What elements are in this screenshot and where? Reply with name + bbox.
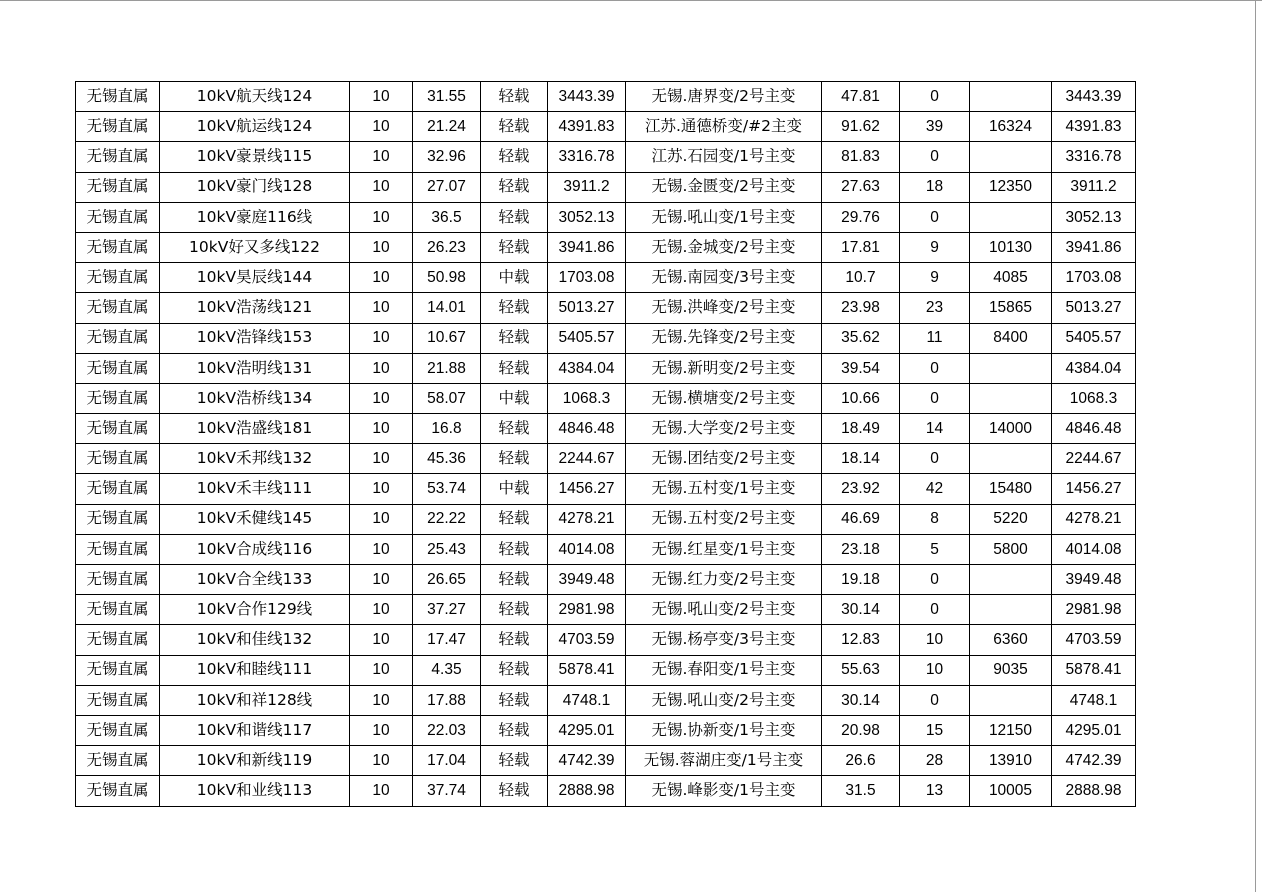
- load-rate-cell: 27.07: [413, 172, 481, 202]
- region-cell: 无锡直属: [76, 595, 160, 625]
- transformer-load-cell: 20.98: [822, 715, 900, 745]
- capacity-margin-cell: 5405.57: [548, 323, 626, 353]
- capacity-cell: 5800: [970, 534, 1052, 564]
- transformer-load-cell: 29.76: [822, 202, 900, 232]
- voltage-cell: 10: [350, 746, 413, 776]
- table-row: [76, 112, 1136, 142]
- line-name-cell: 10kV航天线124: [160, 82, 350, 112]
- count-cell: 39: [900, 112, 970, 142]
- voltage-cell: 10: [350, 595, 413, 625]
- substation-transformer-cell: 无锡.唐界变/2号主变: [626, 82, 822, 112]
- available-capacity-cell: 1456.27: [1052, 474, 1136, 504]
- count-cell: 0: [900, 142, 970, 172]
- capacity-margin-cell: 4278.21: [548, 504, 626, 534]
- line-name-cell: 10kV昊辰线144: [160, 263, 350, 293]
- available-capacity-cell: 3911.2: [1052, 172, 1136, 202]
- substation-transformer-cell: 江苏.通德桥变/#2主变: [626, 112, 822, 142]
- transformer-load-cell: 55.63: [822, 655, 900, 685]
- table-row: [76, 353, 1136, 383]
- transformer-load-cell: 12.83: [822, 625, 900, 655]
- voltage-cell: 10: [350, 172, 413, 202]
- capacity-margin-cell: 4846.48: [548, 414, 626, 444]
- substation-transformer-cell: 无锡.先锋变/2号主变: [626, 323, 822, 353]
- capacity-cell: [970, 685, 1052, 715]
- capacity-margin-cell: 3052.13: [548, 202, 626, 232]
- capacity-cell: 5220: [970, 504, 1052, 534]
- table-row: [76, 595, 1136, 625]
- voltage-cell: 10: [350, 82, 413, 112]
- table-row: [76, 383, 1136, 413]
- region-cell: 无锡直属: [76, 383, 160, 413]
- voltage-cell: 10: [350, 353, 413, 383]
- load-status-cell: 轻载: [481, 444, 548, 474]
- region-cell: 无锡直属: [76, 504, 160, 534]
- available-capacity-cell: 4278.21: [1052, 504, 1136, 534]
- capacity-cell: 6360: [970, 625, 1052, 655]
- table-row: [76, 685, 1136, 715]
- available-capacity-cell: 1703.08: [1052, 263, 1136, 293]
- transformer-load-cell: 10.66: [822, 383, 900, 413]
- line-name-cell: 10kV浩荡线121: [160, 293, 350, 323]
- region-cell: 无锡直属: [76, 263, 160, 293]
- substation-transformer-cell: 无锡.杨亭变/3号主变: [626, 625, 822, 655]
- load-status-cell: 中载: [481, 474, 548, 504]
- available-capacity-cell: 5405.57: [1052, 323, 1136, 353]
- substation-transformer-cell: 无锡.金城变/2号主变: [626, 232, 822, 262]
- region-cell: 无锡直属: [76, 625, 160, 655]
- count-cell: 5: [900, 534, 970, 564]
- load-status-cell: 轻载: [481, 232, 548, 262]
- load-status-cell: 轻载: [481, 746, 548, 776]
- capacity-cell: 4085: [970, 263, 1052, 293]
- count-cell: 10: [900, 655, 970, 685]
- transformer-load-cell: 35.62: [822, 323, 900, 353]
- load-rate-cell: 31.55: [413, 82, 481, 112]
- available-capacity-cell: 3949.48: [1052, 565, 1136, 595]
- count-cell: 13: [900, 776, 970, 806]
- capacity-margin-cell: 4384.04: [548, 353, 626, 383]
- capacity-margin-cell: 3949.48: [548, 565, 626, 595]
- capacity-margin-cell: 3911.2: [548, 172, 626, 202]
- load-status-cell: 轻载: [481, 172, 548, 202]
- voltage-cell: 10: [350, 776, 413, 806]
- count-cell: 0: [900, 202, 970, 232]
- region-cell: 无锡直属: [76, 534, 160, 564]
- substation-transformer-cell: 无锡.吼山变/2号主变: [626, 685, 822, 715]
- transformer-load-cell: 39.54: [822, 353, 900, 383]
- voltage-cell: 10: [350, 655, 413, 685]
- voltage-cell: 10: [350, 565, 413, 595]
- substation-transformer-cell: 无锡.红力变/2号主变: [626, 565, 822, 595]
- line-name-cell: 10kV浩盛线181: [160, 414, 350, 444]
- region-cell: 无锡直属: [76, 353, 160, 383]
- transformer-load-cell: 18.14: [822, 444, 900, 474]
- substation-transformer-cell: 无锡.峰影变/1号主变: [626, 776, 822, 806]
- load-status-cell: 中载: [481, 383, 548, 413]
- capacity-cell: [970, 353, 1052, 383]
- load-rate-cell: 25.43: [413, 534, 481, 564]
- transformer-load-cell: 81.83: [822, 142, 900, 172]
- table-row: [76, 746, 1136, 776]
- table-row: [76, 444, 1136, 474]
- capacity-cell: 8400: [970, 323, 1052, 353]
- voltage-cell: 10: [350, 474, 413, 504]
- capacity-cell: 10130: [970, 232, 1052, 262]
- count-cell: 11: [900, 323, 970, 353]
- load-status-cell: 轻载: [481, 112, 548, 142]
- line-name-cell: 10kV禾健线145: [160, 504, 350, 534]
- table-row: [76, 323, 1136, 353]
- available-capacity-cell: 5013.27: [1052, 293, 1136, 323]
- count-cell: 0: [900, 82, 970, 112]
- table-row: [76, 82, 1136, 112]
- transformer-load-cell: 30.14: [822, 685, 900, 715]
- available-capacity-cell: 4748.1: [1052, 685, 1136, 715]
- capacity-cell: [970, 202, 1052, 232]
- substation-transformer-cell: 无锡.五村变/2号主变: [626, 504, 822, 534]
- table-row: [76, 293, 1136, 323]
- count-cell: 8: [900, 504, 970, 534]
- available-capacity-cell: 2981.98: [1052, 595, 1136, 625]
- load-status-cell: 轻载: [481, 715, 548, 745]
- substation-transformer-cell: 无锡.新明变/2号主变: [626, 353, 822, 383]
- table-row: [76, 625, 1136, 655]
- page-top-border: [0, 0, 1262, 1]
- capacity-cell: [970, 444, 1052, 474]
- load-rate-cell: 17.04: [413, 746, 481, 776]
- transformer-load-cell: 18.49: [822, 414, 900, 444]
- load-rate-cell: 37.74: [413, 776, 481, 806]
- line-name-cell: 10kV和睦线111: [160, 655, 350, 685]
- transformer-load-cell: 19.18: [822, 565, 900, 595]
- load-rate-cell: 22.03: [413, 715, 481, 745]
- substation-transformer-cell: 无锡.红星变/1号主变: [626, 534, 822, 564]
- region-cell: 无锡直属: [76, 293, 160, 323]
- transformer-load-cell: 17.81: [822, 232, 900, 262]
- region-cell: 无锡直属: [76, 444, 160, 474]
- region-cell: 无锡直属: [76, 112, 160, 142]
- substation-transformer-cell: 无锡.吼山变/2号主变: [626, 595, 822, 625]
- load-status-cell: 轻载: [481, 82, 548, 112]
- count-cell: 0: [900, 383, 970, 413]
- voltage-cell: 10: [350, 444, 413, 474]
- substation-transformer-cell: 无锡.南园变/3号主变: [626, 263, 822, 293]
- substation-transformer-cell: 江苏.石园变/1号主变: [626, 142, 822, 172]
- count-cell: 15: [900, 715, 970, 745]
- transformer-load-cell: 47.81: [822, 82, 900, 112]
- voltage-cell: 10: [350, 383, 413, 413]
- capacity-cell: 14000: [970, 414, 1052, 444]
- available-capacity-cell: 3443.39: [1052, 82, 1136, 112]
- load-status-cell: 轻载: [481, 534, 548, 564]
- load-rate-cell: 58.07: [413, 383, 481, 413]
- load-rate-cell: 50.98: [413, 263, 481, 293]
- table-row: [76, 232, 1136, 262]
- line-name-cell: 10kV合全线133: [160, 565, 350, 595]
- load-rate-cell: 21.88: [413, 353, 481, 383]
- region-cell: 无锡直属: [76, 202, 160, 232]
- voltage-cell: 10: [350, 685, 413, 715]
- load-rate-cell: 32.96: [413, 142, 481, 172]
- line-name-cell: 10kV好又多线122: [160, 232, 350, 262]
- line-name-cell: 10kV禾丰线111: [160, 474, 350, 504]
- voltage-cell: 10: [350, 414, 413, 444]
- voltage-cell: 10: [350, 715, 413, 745]
- line-name-cell: 10kV浩桥线134: [160, 383, 350, 413]
- capacity-margin-cell: 2244.67: [548, 444, 626, 474]
- available-capacity-cell: 4384.04: [1052, 353, 1136, 383]
- region-cell: 无锡直属: [76, 746, 160, 776]
- transformer-load-cell: 30.14: [822, 595, 900, 625]
- available-capacity-cell: 1068.3: [1052, 383, 1136, 413]
- load-status-cell: 轻载: [481, 293, 548, 323]
- capacity-margin-cell: 4703.59: [548, 625, 626, 655]
- table-row: [76, 504, 1136, 534]
- table-row: [76, 172, 1136, 202]
- count-cell: 10: [900, 625, 970, 655]
- count-cell: 18: [900, 172, 970, 202]
- voltage-cell: 10: [350, 625, 413, 655]
- load-status-cell: 轻载: [481, 565, 548, 595]
- voltage-cell: 10: [350, 232, 413, 262]
- table-row: [76, 655, 1136, 685]
- capacity-margin-cell: 4014.08: [548, 534, 626, 564]
- line-name-cell: 10kV浩锋线153: [160, 323, 350, 353]
- line-name-cell: 10kV和佳线132: [160, 625, 350, 655]
- load-status-cell: 轻载: [481, 142, 548, 172]
- load-status-cell: 轻载: [481, 685, 548, 715]
- capacity-margin-cell: 4295.01: [548, 715, 626, 745]
- voltage-cell: 10: [350, 534, 413, 564]
- available-capacity-cell: 2244.67: [1052, 444, 1136, 474]
- transformer-load-cell: 46.69: [822, 504, 900, 534]
- count-cell: 0: [900, 685, 970, 715]
- line-name-cell: 10kV和祥128线: [160, 685, 350, 715]
- voltage-cell: 10: [350, 142, 413, 172]
- table-row: [76, 565, 1136, 595]
- transformer-load-cell: 26.6: [822, 746, 900, 776]
- line-name-cell: 10kV航运线124: [160, 112, 350, 142]
- capacity-margin-cell: 4748.1: [548, 685, 626, 715]
- capacity-margin-cell: 2981.98: [548, 595, 626, 625]
- capacity-cell: 15480: [970, 474, 1052, 504]
- load-rate-cell: 21.24: [413, 112, 481, 142]
- count-cell: 0: [900, 444, 970, 474]
- capacity-cell: 12150: [970, 715, 1052, 745]
- load-status-cell: 中载: [481, 263, 548, 293]
- voltage-cell: 10: [350, 504, 413, 534]
- load-status-cell: 轻载: [481, 504, 548, 534]
- substation-transformer-cell: 无锡.蓉湖庄变/1号主变: [626, 746, 822, 776]
- region-cell: 无锡直属: [76, 323, 160, 353]
- available-capacity-cell: 5878.41: [1052, 655, 1136, 685]
- table-row: [76, 534, 1136, 564]
- load-rate-cell: 37.27: [413, 595, 481, 625]
- capacity-margin-cell: 1703.08: [548, 263, 626, 293]
- load-status-cell: 轻载: [481, 353, 548, 383]
- line-name-cell: 10kV禾邦线132: [160, 444, 350, 474]
- available-capacity-cell: 3316.78: [1052, 142, 1136, 172]
- load-rate-cell: 17.47: [413, 625, 481, 655]
- load-rate-cell: 16.8: [413, 414, 481, 444]
- capacity-margin-cell: 1068.3: [548, 383, 626, 413]
- capacity-cell: [970, 383, 1052, 413]
- transformer-load-cell: 23.92: [822, 474, 900, 504]
- capacity-margin-cell: 3941.86: [548, 232, 626, 262]
- count-cell: 9: [900, 263, 970, 293]
- table-row: [76, 776, 1136, 806]
- table-body: [76, 82, 1136, 807]
- load-rate-cell: 45.36: [413, 444, 481, 474]
- region-cell: 无锡直属: [76, 474, 160, 504]
- capacity-margin-cell: 3316.78: [548, 142, 626, 172]
- voltage-cell: 10: [350, 263, 413, 293]
- load-rate-cell: 53.74: [413, 474, 481, 504]
- transformer-load-cell: 23.18: [822, 534, 900, 564]
- substation-transformer-cell: 无锡.洪峰变/2号主变: [626, 293, 822, 323]
- transformer-load-cell: 10.7: [822, 263, 900, 293]
- region-cell: 无锡直属: [76, 715, 160, 745]
- available-capacity-cell: 3052.13: [1052, 202, 1136, 232]
- voltage-cell: 10: [350, 323, 413, 353]
- capacity-margin-cell: 1456.27: [548, 474, 626, 504]
- voltage-cell: 10: [350, 202, 413, 232]
- line-name-cell: 10kV浩明线131: [160, 353, 350, 383]
- capacity-margin-cell: 3443.39: [548, 82, 626, 112]
- substation-transformer-cell: 无锡.协新变/1号主变: [626, 715, 822, 745]
- capacity-margin-cell: 4742.39: [548, 746, 626, 776]
- line-name-cell: 10kV和新线119: [160, 746, 350, 776]
- substation-transformer-cell: 无锡.五村变/1号主变: [626, 474, 822, 504]
- line-name-cell: 10kV豪景线115: [160, 142, 350, 172]
- capacity-margin-cell: 5878.41: [548, 655, 626, 685]
- load-status-cell: 轻载: [481, 323, 548, 353]
- voltage-cell: 10: [350, 293, 413, 323]
- count-cell: 0: [900, 595, 970, 625]
- load-status-cell: 轻载: [481, 625, 548, 655]
- voltage-cell: 10: [350, 112, 413, 142]
- count-cell: 0: [900, 565, 970, 595]
- count-cell: 42: [900, 474, 970, 504]
- table-row: [76, 474, 1136, 504]
- count-cell: 28: [900, 746, 970, 776]
- load-status-cell: 轻载: [481, 202, 548, 232]
- load-rate-cell: 26.65: [413, 565, 481, 595]
- region-cell: 无锡直属: [76, 172, 160, 202]
- capacity-cell: 13910: [970, 746, 1052, 776]
- line-name-cell: 10kV合作129线: [160, 595, 350, 625]
- load-rate-cell: 22.22: [413, 504, 481, 534]
- capacity-cell: [970, 82, 1052, 112]
- count-cell: 23: [900, 293, 970, 323]
- region-cell: 无锡直属: [76, 414, 160, 444]
- region-cell: 无锡直属: [76, 82, 160, 112]
- available-capacity-cell: 4391.83: [1052, 112, 1136, 142]
- region-cell: 无锡直属: [76, 142, 160, 172]
- capacity-margin-cell: 4391.83: [548, 112, 626, 142]
- transformer-load-cell: 91.62: [822, 112, 900, 142]
- substation-transformer-cell: 无锡.春阳变/1号主变: [626, 655, 822, 685]
- substation-transformer-cell: 无锡.大学变/2号主变: [626, 414, 822, 444]
- available-capacity-cell: 2888.98: [1052, 776, 1136, 806]
- available-capacity-cell: 3941.86: [1052, 232, 1136, 262]
- load-status-cell: 轻载: [481, 414, 548, 444]
- available-capacity-cell: 4846.48: [1052, 414, 1136, 444]
- available-capacity-cell: 4014.08: [1052, 534, 1136, 564]
- load-status-cell: 轻载: [481, 776, 548, 806]
- line-name-cell: 10kV合成线116: [160, 534, 350, 564]
- count-cell: 14: [900, 414, 970, 444]
- load-rate-cell: 26.23: [413, 232, 481, 262]
- region-cell: 无锡直属: [76, 776, 160, 806]
- table-row: [76, 414, 1136, 444]
- region-cell: 无锡直属: [76, 685, 160, 715]
- capacity-cell: [970, 142, 1052, 172]
- load-rate-cell: 14.01: [413, 293, 481, 323]
- available-capacity-cell: 4703.59: [1052, 625, 1136, 655]
- region-cell: 无锡直属: [76, 232, 160, 262]
- region-cell: 无锡直属: [76, 655, 160, 685]
- substation-transformer-cell: 无锡.吼山变/1号主变: [626, 202, 822, 232]
- capacity-cell: 10005: [970, 776, 1052, 806]
- transformer-load-cell: 31.5: [822, 776, 900, 806]
- page-right-border: [1255, 0, 1256, 892]
- line-name-cell: 10kV和业线113: [160, 776, 350, 806]
- capacity-margin-cell: 5013.27: [548, 293, 626, 323]
- capacity-cell: 15865: [970, 293, 1052, 323]
- count-cell: 0: [900, 353, 970, 383]
- capacity-cell: 12350: [970, 172, 1052, 202]
- region-cell: 无锡直属: [76, 565, 160, 595]
- load-rate-cell: 36.5: [413, 202, 481, 232]
- table-row: [76, 202, 1136, 232]
- transformer-load-cell: 23.98: [822, 293, 900, 323]
- capacity-cell: 9035: [970, 655, 1052, 685]
- load-status-cell: 轻载: [481, 655, 548, 685]
- load-status-cell: 轻载: [481, 595, 548, 625]
- table-row: [76, 715, 1136, 745]
- capacity-margin-cell: 2888.98: [548, 776, 626, 806]
- count-cell: 9: [900, 232, 970, 262]
- substation-transformer-cell: 无锡.横塘变/2号主变: [626, 383, 822, 413]
- table-row: [76, 142, 1136, 172]
- substation-transformer-cell: 无锡.团结变/2号主变: [626, 444, 822, 474]
- table-row: [76, 263, 1136, 293]
- capacity-cell: 16324: [970, 112, 1052, 142]
- capacity-cell: [970, 565, 1052, 595]
- substation-transformer-cell: 无锡.金匮变/2号主变: [626, 172, 822, 202]
- available-capacity-cell: 4742.39: [1052, 746, 1136, 776]
- line-name-cell: 10kV和谐线117: [160, 715, 350, 745]
- feeder-load-table: [75, 81, 1136, 807]
- line-name-cell: 10kV豪庭116线: [160, 202, 350, 232]
- load-rate-cell: 17.88: [413, 685, 481, 715]
- available-capacity-cell: 4295.01: [1052, 715, 1136, 745]
- line-name-cell: 10kV豪门线128: [160, 172, 350, 202]
- transformer-load-cell: 27.63: [822, 172, 900, 202]
- load-rate-cell: 4.35: [413, 655, 481, 685]
- capacity-cell: [970, 595, 1052, 625]
- load-rate-cell: 10.67: [413, 323, 481, 353]
